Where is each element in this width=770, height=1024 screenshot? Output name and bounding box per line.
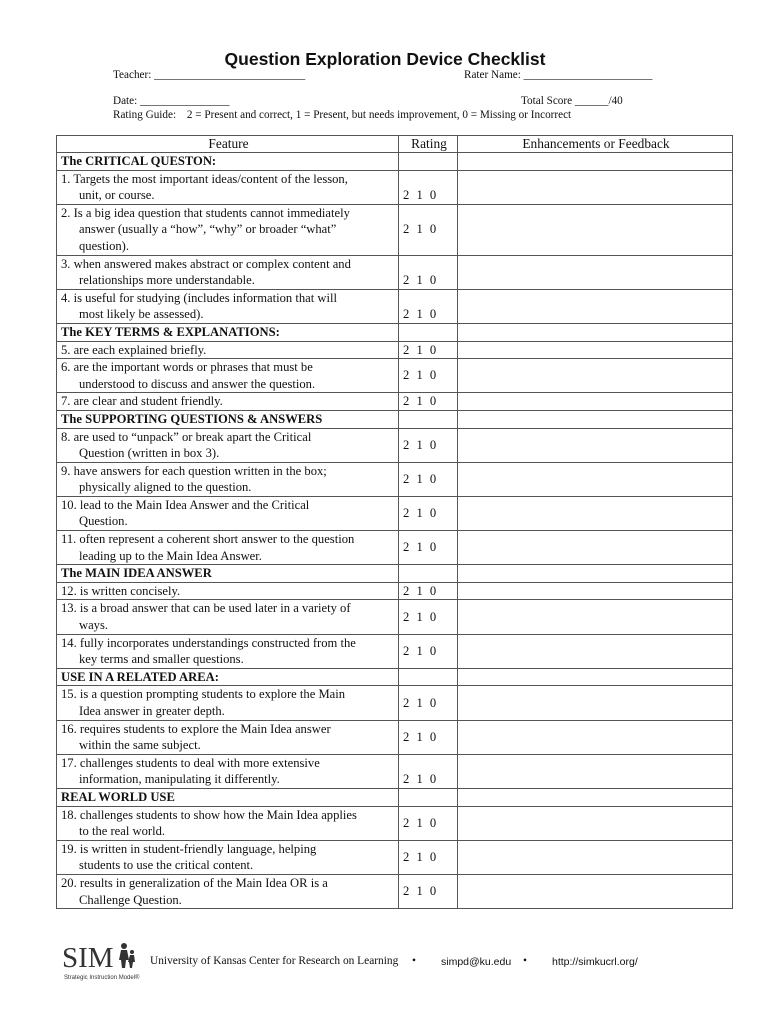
section-row — [57, 410, 733, 428]
rating-options[interactable]: 2 1 0 — [399, 341, 458, 359]
rating-options[interactable]: 2 1 0 — [399, 874, 458, 908]
feedback-cell[interactable] — [458, 323, 733, 341]
feedback-cell[interactable] — [458, 686, 733, 720]
feature-text-line: 9. have answers for each question written in the box; — [61, 463, 327, 478]
feature-cell — [57, 840, 399, 874]
rating-options[interactable]: 2 1 0 — [399, 170, 458, 204]
sim-logo-text: SIM — [62, 942, 114, 974]
rating-options[interactable]: 2 1 0 — [399, 393, 458, 411]
feedback-cell[interactable] — [458, 720, 733, 754]
feature-text-line: Idea answer in greater depth. — [79, 704, 225, 718]
feedback-cell[interactable] — [458, 840, 733, 874]
table-row — [57, 806, 733, 840]
feature-cell — [57, 496, 399, 530]
feature-text-line: answer (usually a “how”, “why” or broader “what” — [79, 222, 337, 237]
feature-cell — [57, 428, 399, 462]
table-row — [57, 686, 733, 720]
rating-options[interactable]: 2 1 0 — [399, 806, 458, 840]
feedback-cell[interactable] — [458, 531, 733, 565]
rating-guide — [113, 109, 571, 121]
rating-cell — [399, 788, 458, 806]
feature-cell — [57, 289, 399, 323]
feedback-cell[interactable] — [458, 496, 733, 530]
feature-cell — [57, 720, 399, 754]
table-row — [57, 341, 733, 359]
feature-text-line: 8. are used to “unpack” or break apart the Critical — [61, 429, 312, 444]
feedback-cell[interactable] — [458, 341, 733, 359]
table-row — [57, 600, 733, 634]
feature-text-line: ways. — [79, 618, 109, 633]
checklist-table — [56, 135, 733, 909]
feedback-cell[interactable] — [458, 462, 733, 496]
feature-cell — [57, 393, 399, 411]
footer-email[interactable]: simpd@ku.edu — [441, 956, 512, 968]
footer-url[interactable]: http://simkucrl.org/ — [552, 956, 638, 968]
rating-options[interactable]: 2 1 0 — [399, 496, 458, 530]
table-row — [57, 204, 733, 255]
table-row — [57, 720, 733, 754]
feature-text-line: most likely be assessed). — [79, 307, 204, 322]
rating-options[interactable]: 2 1 0 — [399, 720, 458, 754]
sim-logo-subtext: Strategic Instruction Model® — [64, 975, 140, 981]
section-heading: USE IN A RELATED AREA: — [57, 668, 399, 686]
feature-text-line: key terms and smaller questions. — [79, 652, 244, 667]
section-heading: REAL WORLD USE — [57, 788, 399, 806]
total-score-field[interactable]: Total Score ______/40 — [521, 95, 623, 107]
section-heading: The SUPPORTING QUESTIONS & ANSWERS — [57, 410, 399, 428]
feature-text-line: question). — [79, 238, 130, 253]
table-row — [57, 462, 733, 496]
feedback-cell[interactable] — [458, 806, 733, 840]
table-row — [57, 754, 733, 788]
feature-text-line: 20. results in generalization of the Main Idea OR is a — [61, 875, 328, 890]
section-heading: The CRITICAL QUESTON: — [57, 153, 399, 171]
feedback-cell[interactable] — [458, 204, 733, 255]
feature-text-line: Question (written in box 3). — [79, 446, 220, 461]
feature-text-line: 19. is written in student-friendly language, helping — [61, 841, 317, 856]
feedback-cell[interactable] — [458, 153, 733, 171]
feedback-cell[interactable] — [458, 634, 733, 668]
sim-logo — [62, 937, 144, 981]
feature-text-line: 16. requires students to explore the Main Idea answer — [61, 721, 331, 736]
rating-options[interactable]: 2 1 0 — [399, 204, 458, 255]
feedback-cell[interactable] — [458, 170, 733, 204]
rating-cell — [399, 410, 458, 428]
feedback-cell[interactable] — [458, 393, 733, 411]
table-row — [57, 634, 733, 668]
table-row — [57, 170, 733, 204]
section-row — [57, 153, 733, 171]
feature-cell — [57, 531, 399, 565]
feature-text-line: Challenge Question. — [79, 892, 182, 907]
feedback-cell[interactable] — [458, 410, 733, 428]
feature-text-line: 17. challenges students to deal with more extensive — [61, 755, 320, 770]
feature-text-line: students to use the critical content. — [79, 858, 254, 873]
feature-cell — [57, 600, 399, 634]
feature-cell — [57, 204, 399, 255]
rating-options[interactable]: 2 1 0 — [399, 462, 458, 496]
header-feedback: Enhancements or Feedback — [458, 136, 733, 153]
rating-options[interactable]: 2 1 0 — [399, 289, 458, 323]
rating-options[interactable]: 2 1 0 — [399, 582, 458, 600]
feedback-cell[interactable] — [458, 754, 733, 788]
feature-text-line: 1. Targets the most important ideas/content of the lesson, — [61, 171, 348, 186]
rating-options[interactable]: 2 1 0 — [399, 531, 458, 565]
feedback-cell[interactable] — [458, 582, 733, 600]
feature-cell — [57, 341, 399, 359]
feature-cell — [57, 582, 399, 600]
header-rating: Rating — [399, 136, 458, 153]
feedback-cell[interactable] — [458, 788, 733, 806]
feature-text-line: 15. is a question prompting students to explore the Main — [61, 687, 346, 702]
table-row — [57, 840, 733, 874]
section-row — [57, 668, 733, 686]
table-row — [57, 393, 733, 411]
feature-cell — [57, 874, 399, 908]
feedback-cell[interactable] — [458, 565, 733, 583]
figures-icon — [119, 943, 135, 968]
rating-guide-label: Rating Guide: — [113, 109, 177, 121]
rating-options[interactable]: 2 1 0 — [399, 634, 458, 668]
section-row — [57, 788, 733, 806]
feature-text-line: within the same subject. — [79, 738, 201, 753]
feature-text-line: 12. is written concisely. — [61, 583, 181, 598]
feedback-cell[interactable] — [458, 600, 733, 634]
footer-org: University of Kansas Center for Research on Learning — [150, 955, 399, 967]
teacher-field[interactable]: Teacher: ___________________________ — [113, 69, 306, 81]
feature-text-line: information, manipulating it differently. — [79, 772, 280, 787]
rating-options[interactable]: 2 1 0 — [399, 840, 458, 874]
feature-text-line: relationships more understandable. — [79, 273, 255, 288]
rating-options[interactable]: 2 1 0 — [399, 359, 458, 393]
rating-options[interactable]: 2 1 0 — [399, 686, 458, 720]
feedback-cell[interactable] — [458, 255, 733, 289]
table-row — [57, 874, 733, 908]
feature-cell — [57, 754, 399, 788]
rating-cell — [399, 565, 458, 583]
feature-text-line: 3. when answered makes abstract or complex content and — [61, 256, 351, 271]
rating-cell — [399, 153, 458, 171]
feature-text-line: unit, or course. — [79, 188, 155, 203]
feature-cell — [57, 359, 399, 393]
rater-name-field[interactable]: Rater Name: _______________________ — [464, 69, 653, 81]
table-row — [57, 289, 733, 323]
feature-cell — [57, 686, 399, 720]
section-row — [57, 323, 733, 341]
feedback-cell[interactable] — [458, 289, 733, 323]
feature-text-line: 14. fully incorporates understandings constructed from the — [61, 635, 356, 650]
feature-text-line: understood to discuss and answer the question. — [79, 376, 316, 391]
feature-text-line: leading up to the Main Idea Answer. — [79, 548, 262, 563]
section-row — [57, 565, 733, 583]
rating-options[interactable]: 2 1 0 — [399, 600, 458, 634]
feature-text-line: 7. are clear and student friendly. — [61, 394, 223, 409]
feature-text-line: Question. — [79, 514, 128, 529]
date-field[interactable]: Date: ________________ — [113, 95, 230, 107]
rating-options[interactable]: 2 1 0 — [399, 255, 458, 289]
footer-bullet-2: • — [523, 955, 527, 967]
feature-text-line: 10. lead to the Main Idea Answer and the Critical — [61, 497, 310, 512]
header-feature: Feature — [57, 136, 399, 153]
feature-text-line: 18. challenges students to show how the Main Idea applies — [61, 807, 357, 822]
feature-text-line: physically aligned to the question. — [79, 480, 252, 495]
feature-cell — [57, 255, 399, 289]
feature-cell — [57, 170, 399, 204]
feature-text-line: 2. Is a big idea question that students cannot immediately — [61, 205, 350, 220]
feedback-cell[interactable] — [458, 874, 733, 908]
feature-text-line: to the real world. — [79, 824, 166, 839]
feature-cell — [57, 462, 399, 496]
rating-cell — [399, 668, 458, 686]
feature-text-line: 13. is a broad answer that can be used later in a variety of — [61, 601, 351, 616]
rating-options[interactable]: 2 1 0 — [399, 754, 458, 788]
section-heading: The KEY TERMS & EXPLANATIONS: — [57, 323, 399, 341]
feature-cell — [57, 634, 399, 668]
feedback-cell[interactable] — [458, 359, 733, 393]
rating-options[interactable]: 2 1 0 — [399, 428, 458, 462]
table-row — [57, 531, 733, 565]
page-title: Question Exploration Device Checklist — [224, 49, 546, 69]
feature-text-line: 4. is useful for studying (includes information that will — [61, 290, 337, 305]
feedback-cell[interactable] — [458, 668, 733, 686]
table-row — [57, 359, 733, 393]
table-row — [57, 496, 733, 530]
feature-cell — [57, 806, 399, 840]
rating-guide-text: 2 = Present and correct, 1 = Present, but needs improvement, 0 = Missing or Incorrect — [186, 109, 572, 121]
rating-cell — [399, 323, 458, 341]
footer-bullet-1: • — [412, 955, 416, 967]
feature-text-line: 11. often represent a coherent short answer to the question — [61, 532, 355, 547]
feature-text-line: 6. are the important words or phrases that must be — [61, 360, 313, 375]
feature-text-line: 5. are each explained briefly. — [61, 342, 207, 357]
table-row — [57, 428, 733, 462]
feedback-cell[interactable] — [458, 428, 733, 462]
table-row — [57, 255, 733, 289]
section-heading: The MAIN IDEA ANSWER — [57, 565, 399, 583]
table-row — [57, 582, 733, 600]
